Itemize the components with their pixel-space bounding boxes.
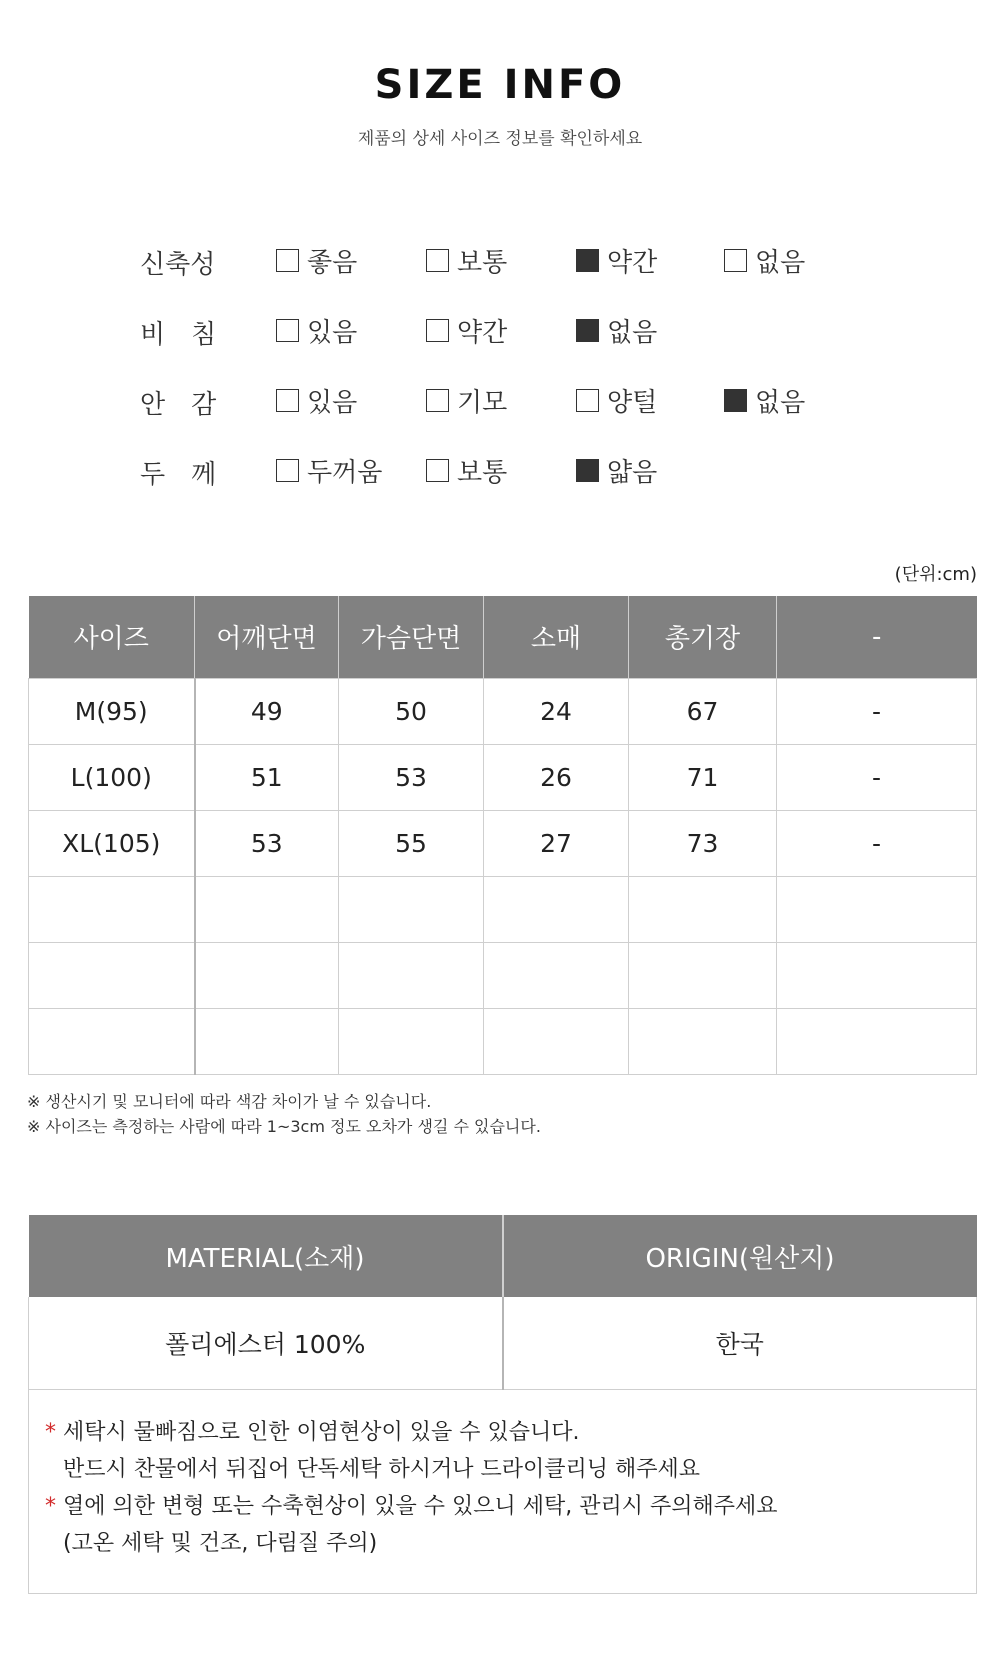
- care-instructions: [29, 1389, 977, 1593]
- table-cell: 27: [484, 810, 629, 876]
- checked-checkbox-icon: [576, 459, 599, 482]
- table-cell: L(100): [29, 744, 195, 810]
- size-table-header-cell: 사이즈: [29, 596, 195, 678]
- table-cell: [629, 876, 777, 942]
- attribute-option: [576, 450, 657, 490]
- attribute-option-label: 두꺼움: [307, 457, 383, 488]
- attribute-option: [576, 310, 657, 350]
- table-cell: 71: [629, 744, 777, 810]
- attribute-option: [276, 310, 357, 350]
- attribute-label: 신축성: [140, 250, 216, 280]
- unchecked-checkbox-icon: [276, 319, 299, 342]
- table-cell: M(95): [29, 678, 195, 744]
- material-value: 폴리에스터 100%: [29, 1297, 503, 1389]
- table-cell: [195, 942, 339, 1008]
- table-cell: [339, 1008, 484, 1074]
- asterisk-icon: [45, 1451, 63, 1488]
- attribute-option-label: 없음: [755, 387, 806, 418]
- care-text: 열에 의한 변형 또는 수축현상이 있을 수 있으니 세탁, 관리시 주의해주세요: [63, 1493, 778, 1519]
- table-cell: XL(105): [29, 810, 195, 876]
- table-cell: 53: [195, 810, 339, 876]
- unchecked-checkbox-icon: [426, 319, 449, 342]
- attribute-label: 두 께: [140, 460, 217, 490]
- table-cell: [484, 942, 629, 1008]
- table-cell: 24: [484, 678, 629, 744]
- size-table: [28, 596, 977, 1075]
- attribute-label: 안 감: [140, 390, 217, 420]
- unchecked-checkbox-icon: [426, 389, 449, 412]
- attribute-option-label: 없음: [607, 317, 658, 348]
- table-cell: 26: [484, 744, 629, 810]
- care-text: 세탁시 물빠짐으로 인한 이염현상이 있을 수 있습니다.: [63, 1419, 580, 1445]
- checked-checkbox-icon: [724, 389, 747, 412]
- care-line: [45, 1525, 976, 1562]
- attribute-row: [140, 450, 900, 490]
- table-cell: [29, 876, 195, 942]
- attribute-option: [724, 380, 805, 420]
- care-line: [45, 1414, 976, 1451]
- attribute-option: [426, 240, 507, 280]
- table-cell: 55: [339, 810, 484, 876]
- material-table: [28, 1215, 977, 1594]
- origin-value: 한국: [503, 1297, 977, 1389]
- table-cell: [29, 1008, 195, 1074]
- table-row: [29, 678, 977, 744]
- attribute-row: [140, 310, 900, 350]
- asterisk-icon: *: [45, 1493, 56, 1519]
- table-row: [29, 1008, 977, 1074]
- attribute-option: [426, 380, 507, 420]
- unchecked-checkbox-icon: [276, 249, 299, 272]
- unit-label: (단위:cm): [894, 564, 977, 585]
- table-cell: [629, 1008, 777, 1074]
- notes: [27, 1089, 541, 1139]
- table-cell: [195, 876, 339, 942]
- table-cell: [777, 876, 977, 942]
- table-cell: 49: [195, 678, 339, 744]
- table-cell: 73: [629, 810, 777, 876]
- table-row: [29, 942, 977, 1008]
- attribute-option: [426, 450, 507, 490]
- attribute-option: [576, 240, 657, 280]
- note-size: ※ 사이즈는 측정하는 사람에 따라 1~3cm 정도 오차가 생길 수 있습니다.: [27, 1117, 541, 1136]
- size-table-header-cell: 소매: [484, 596, 629, 678]
- size-table-header-cell: 총기장: [629, 596, 777, 678]
- table-cell: 67: [629, 678, 777, 744]
- page-subtitle: 제품의 상세 사이즈 정보를 확인하세요: [357, 129, 643, 149]
- table-cell: [484, 876, 629, 942]
- size-table-header-row: [29, 596, 977, 678]
- origin-header: ORIGIN(원산지): [503, 1215, 977, 1297]
- attribute-option: [426, 310, 507, 350]
- unchecked-checkbox-icon: [276, 459, 299, 482]
- note-color: ※ 생산시기 및 모니터에 따라 색감 차이가 날 수 있습니다.: [27, 1092, 432, 1111]
- unchecked-checkbox-icon: [426, 459, 449, 482]
- care-line: [45, 1451, 976, 1488]
- attribute-row: [140, 380, 900, 420]
- table-cell: -: [777, 810, 977, 876]
- attribute-label: 비 침: [140, 320, 217, 350]
- attribute-option: [276, 240, 357, 280]
- material-header: MATERIAL(소재): [29, 1215, 503, 1297]
- attribute-option-label: 기모: [457, 387, 508, 418]
- attribute-option: [576, 380, 657, 420]
- table-cell: [777, 942, 977, 1008]
- table-cell: [339, 876, 484, 942]
- checked-checkbox-icon: [576, 319, 599, 342]
- attribute-option-label: 보통: [457, 457, 508, 488]
- table-row: [29, 876, 977, 942]
- attribute-option-label: 얇음: [607, 457, 658, 488]
- care-line: [45, 1488, 976, 1525]
- size-table-header-cell: 어깨단면: [195, 596, 339, 678]
- attribute-option: [724, 240, 805, 280]
- table-cell: [484, 1008, 629, 1074]
- asterisk-icon: [45, 1525, 63, 1562]
- table-cell: [339, 942, 484, 1008]
- unchecked-checkbox-icon: [276, 389, 299, 412]
- table-cell: [195, 1008, 339, 1074]
- table-cell: [629, 942, 777, 1008]
- attribute-option-label: 있음: [307, 317, 358, 348]
- checked-checkbox-icon: [576, 249, 599, 272]
- attribute-row: [140, 240, 900, 280]
- table-cell: -: [777, 678, 977, 744]
- attribute-option-label: 보통: [457, 247, 508, 278]
- care-text: 반드시 찬물에서 뒤집어 단독세탁 하시거나 드라이클리닝 해주세요: [63, 1456, 701, 1482]
- table-cell: [29, 942, 195, 1008]
- attribute-option-label: 좋음: [307, 247, 358, 278]
- table-cell: 53: [339, 744, 484, 810]
- attribute-option-label: 있음: [307, 387, 358, 418]
- asterisk-icon: *: [45, 1419, 56, 1445]
- table-row: [29, 744, 977, 810]
- attribute-option-label: 없음: [755, 247, 806, 278]
- page-title: SIZE INFO: [374, 62, 626, 108]
- unchecked-checkbox-icon: [724, 249, 747, 272]
- table-cell: -: [777, 744, 977, 810]
- attribute-option: [276, 450, 382, 490]
- table-cell: [777, 1008, 977, 1074]
- size-table-header-cell: -: [777, 596, 977, 678]
- attribute-option-label: 약간: [607, 247, 658, 278]
- unchecked-checkbox-icon: [426, 249, 449, 272]
- care-text: (고온 세탁 및 건조, 다림질 주의): [63, 1530, 378, 1556]
- table-cell: 50: [339, 678, 484, 744]
- attribute-option-label: 약간: [457, 317, 508, 348]
- table-cell: 51: [195, 744, 339, 810]
- attribute-option: [276, 380, 357, 420]
- table-row: [29, 810, 977, 876]
- unchecked-checkbox-icon: [576, 389, 599, 412]
- size-table-header-cell: 가슴단면: [339, 596, 484, 678]
- attribute-option-label: 양털: [607, 387, 658, 418]
